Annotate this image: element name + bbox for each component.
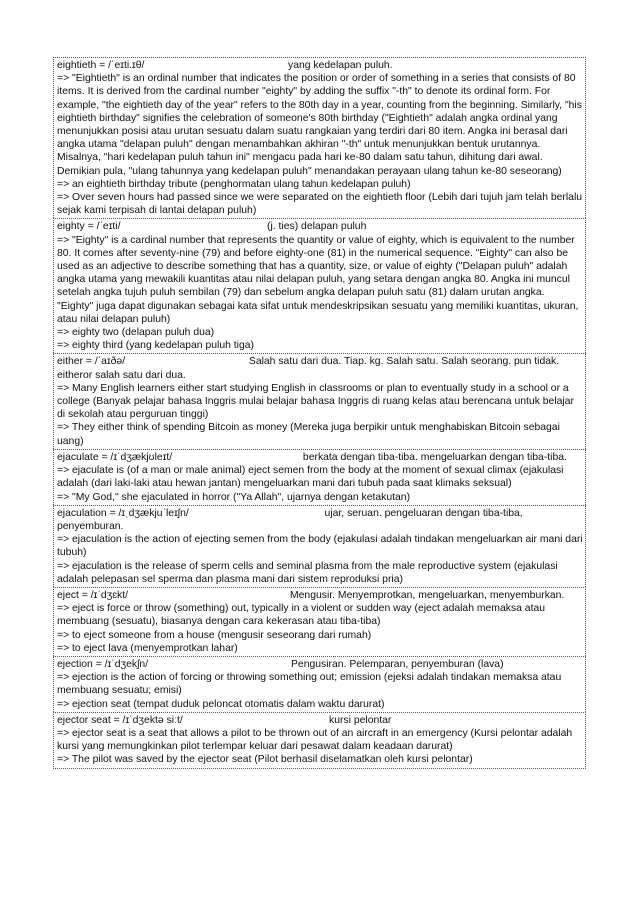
entry-headline (57, 59, 583, 72)
headword-meaning: Salah satu dari dua. Tiap. kg. Salah satu. Salah seorang. pun tidak. eitheror salah satu dari dua. (57, 356, 560, 381)
entry-either (53, 353, 586, 448)
entry-line: => eighty two (delapan puluh dua) (57, 327, 215, 339)
entry-line: => "Eightieth" is an ordinal number that indicates the position or order of something in a series that consists of 80 items. It is derived from the cardinal number "eighty" by adding the suffix "-th" to denote its ordinal form. For example, "the eightieth day of the year" refers to the 80th day in a year, counting from the beginning. Similarly, "his eightieth birthday" signifies the celebration of someone's 80th birthday ("Eightieth" adalah angka ordinal yang menunjukkan posisi atau urutan sesuatu dalam suatu rangkaian yang terdiri dari 80 item. Angka ini berasal dari angka utama "delapan puluh" dengan menambahkan akhiran "-th" untuk menunjukkan bentuk urutannya. Misalnya, "hari kedelapan puluh tahun ini" mengacu pada hari ke-80 dalam satu tahun, dihitung dari awal. Demikian pula, "ulang tahunnya yang kedelapan puluh" menandakan perayaan ulang tahun ke-80 seseorang) (57, 73, 582, 177)
entry-line: => to eject lava (menyemprotkan lahar) (57, 642, 238, 654)
headword-meaning: Pengusiran. Pelemparan, penyemburan (lava) (291, 658, 504, 670)
headword: eightieth = /ˈeɪti.ɪθ/ (57, 60, 145, 71)
headword-meaning: Mengusir. Menyemprotkan, mengeluarkan, menyemburkan. (290, 589, 565, 601)
entry-eightieth (53, 57, 586, 218)
headword: eighty = /ˈeɪti/ (57, 221, 121, 233)
headword: ejaculation = /ɪˌdʒækjuˈleɪʃn/ (57, 507, 189, 519)
entry-headline (57, 451, 583, 464)
entry-ejection (53, 656, 586, 712)
entry-line: => "Eighty" is a cardinal number that represents the quantity or value of eighty, which is equivalent to the number 80. It comes after seventy-nine (79) and before eighty-one (81) in the numerical sequence. "Eighty" can also be used as an adjective to describe something that has a quantity, size, or value of eighty ("Delapan puluh" adalah angka utama yang mewakili kuantitas atau nilai delapan puluh, yang setara dengan angka 80. Angka ini muncul setelah angka tujuh puluh sembilan (79) dan sebelum angka delapan puluh satu (81) dalam urutan angka. "Eighty" juga dapat digunakan sebagai kata sifat untuk mendeskripsikan sesuatu yang memiliki kuantitas, ukuran, atau nilai delapan puluh) (57, 234, 579, 325)
headword: ejector seat = /ɪˈdʒektə siːt/ (57, 714, 183, 726)
entry-line: => Many English learners either start studying English in classrooms or plan to eventually study in a school or a college (Banyak pelajar bahasa Inggris mulai belajar bahasa Inggris di ruang kelas atau berencana untuk belajar di sekolah atau perguruan tinggi) (57, 382, 574, 421)
dictionary-page (53, 57, 586, 769)
entry-line: => Over seven hours had passed since we were separated on the eightieth floor (Lebih dari tujuh jam telah berlalu sejak kami terpisah di lantai delapan puluh) (57, 192, 583, 217)
entry-headline (57, 220, 583, 233)
entry-line: => to eject someone from a house (mengusir seseorang dari rumah) (57, 629, 372, 641)
headword-meaning: (j. ties) delapan puluh (267, 221, 367, 233)
entry-headline (57, 507, 583, 533)
entry-ejector-seat (53, 712, 586, 769)
entry-line: => ejection is the action of forcing or throwing something out; emission (ejeksi adalah tindakan memaksa atau membuang sesuatu; emisi) (57, 672, 562, 697)
entry-line: => ejaculation is the release of sperm cells and seminal plasma from the male reproductive system (ejakulasi adalah pelepasan sel sperma dan plasma mani dari sistem reproduksi pria) (57, 560, 558, 585)
headword: eject = /ɪˈdʒɛkt/ (57, 589, 129, 601)
entry-line: => eject is force or throw (something) out, typically in a violent or sudden way (eject adalah memaksa atau membuang (sesuatu), biasanya dengan cara kekerasan atau tiba-tiba) (57, 603, 546, 628)
entry-line: => They either think of spending Bitcoin as money (Mereka juga berpikir untuk menghabiskan Bitcoin sebagai uang) (57, 422, 560, 447)
entry-eject (53, 587, 586, 656)
headword: ejaculate = /ɪˈdʒækjʊleɪt/ (57, 451, 173, 463)
headword: either = /ˈaɪðə/ (57, 356, 126, 368)
entry-eighty (53, 218, 586, 353)
entry-line: => ejaculation is the action of ejecting semen from the body (ejakulasi adalah tindakan mengeluarkan air mani dari tubuh) (57, 534, 583, 559)
entry-ejaculation (53, 505, 586, 587)
entry-line: => an eightieth birthday tribute (penghormatan ulang tahun kedelapan puluh) (57, 178, 411, 190)
entry-headline (57, 714, 583, 727)
entry-line: => ejaculate is (of a man or male animal) eject semen from the body at the moment of sexual climax (ejakulasi adalah (dari laki-laki atau hewan jantan) mengeluarkan mani dari tubuh pada saat klimaks seksual) (57, 465, 564, 490)
entry-line: => ejector seat is a seat that allows a pilot to be thrown out of an aircraft in an emergency (Kursi pelontar adalah kursi yang memungkinkan pilot terlempar keluar dari pesawat dalam keadaan darurat) (57, 727, 573, 753)
entry-line: => The pilot was saved by the ejector seat (Pilot berhasil diselamatkan oleh kursi pelontar) (57, 754, 473, 766)
entry-ejaculate (53, 449, 586, 505)
headword-meaning: yang kedelapan puluh. (288, 60, 393, 71)
entry-line: => ejection seat (tempat duduk peloncat otomatis dalam waktu darurat) (57, 698, 385, 710)
entry-headline (57, 355, 583, 381)
entry-line: => eighty third (yang kedelapan puluh tiga) (57, 340, 254, 352)
entry-headline (57, 658, 583, 671)
headword: ejection = /ɪˈdʒekʃn/ (57, 658, 149, 670)
headword-meaning: berkata dengan tiba-tiba. mengeluarkan dengan tiba-tiba. (302, 451, 567, 463)
entry-headline (57, 589, 583, 602)
headword-meaning: kursi pelontar (329, 714, 392, 726)
headword-meaning: ujar, seruan. pengeluaran dengan tiba-tiba, penyemburan. (57, 507, 523, 532)
entry-line: => "My God," she ejaculated in horror ("Ya Allah", ujarnya dengan ketakutan) (57, 491, 411, 503)
